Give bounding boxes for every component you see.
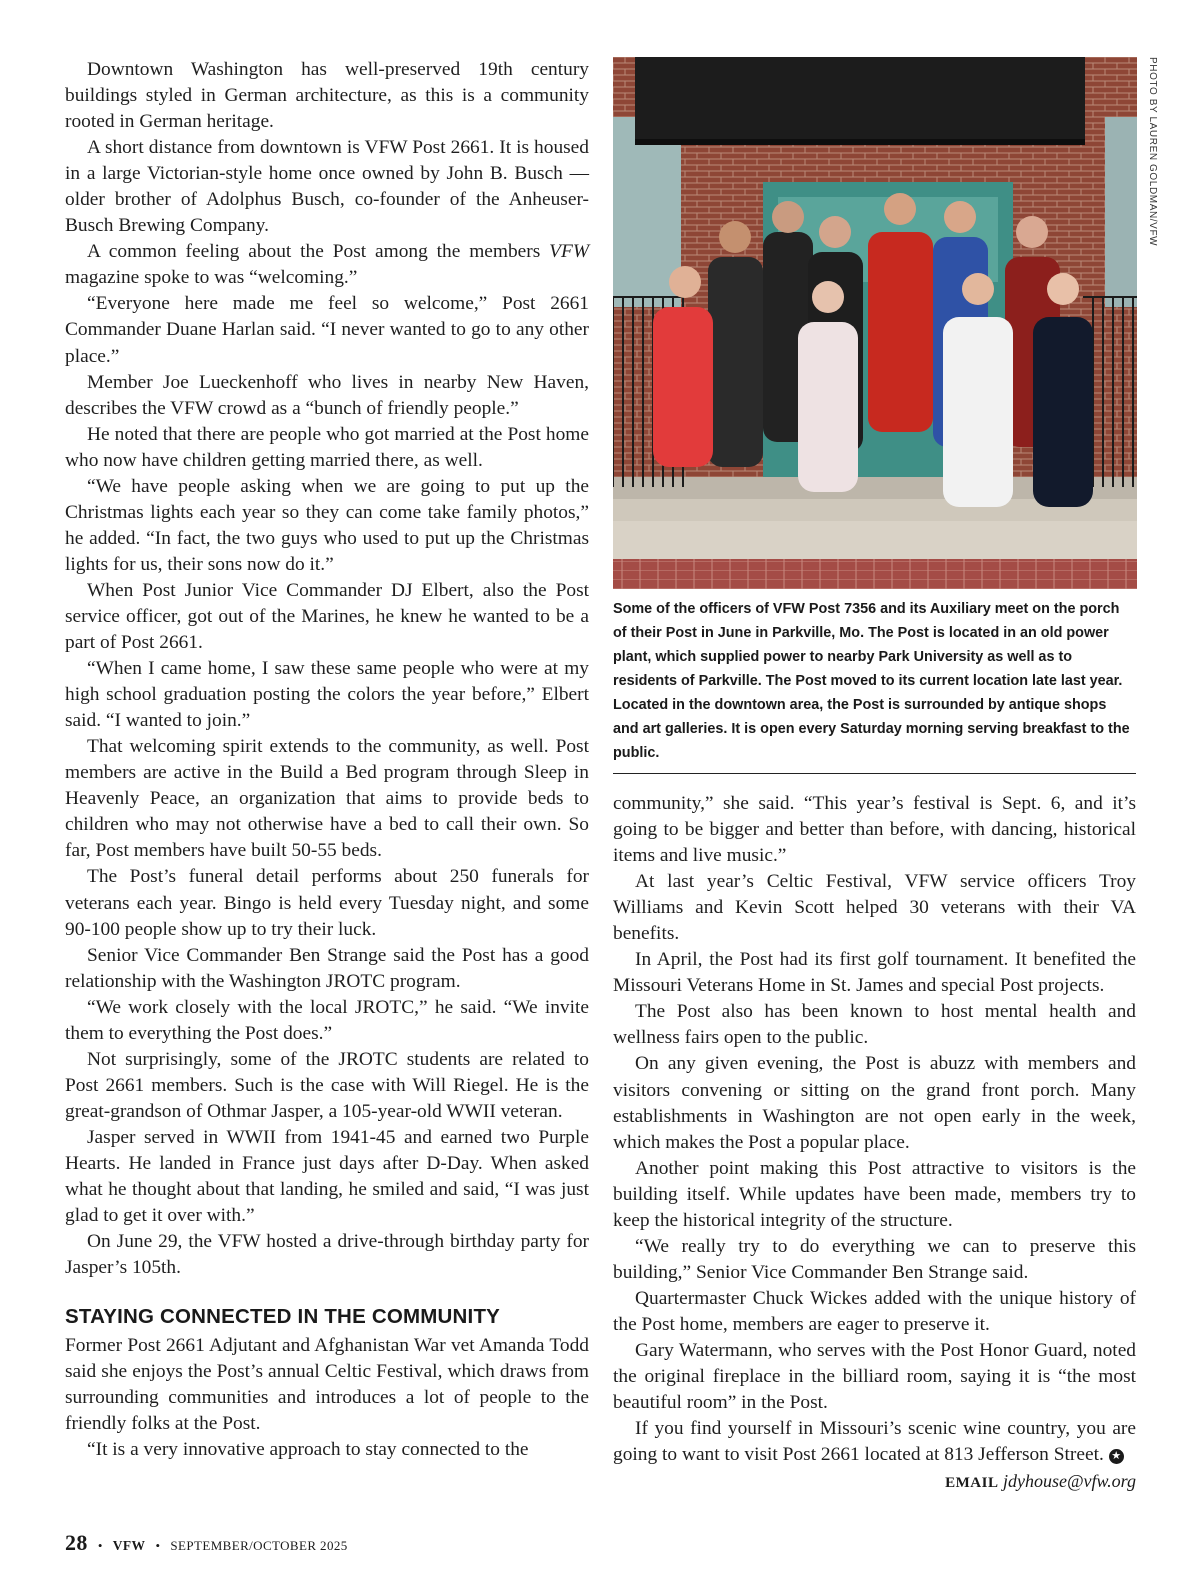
article-paragraph: Jasper served in WWII from 1941-45 and earned two Purple Hearts. He landed in France just days after D-Day. When asked what he thought about that landing, he smiled and said, “I was just glad to get it over with.” — [65, 1126, 589, 1227]
article-paragraph: Downtown Washington has well-preserved 19th century buildings styled in German architecture, as this is a community rooted in German heritage. — [65, 59, 589, 133]
magazine-name: VFW — [112, 1538, 146, 1553]
email-label: EMAIL — [945, 1475, 999, 1491]
author-email — [945, 1471, 1136, 1492]
article-paragraph: Not surprisingly, some of the JROTC students are related to Post 2661 members. Such is the case with Will Riegel. He is the great-grandson of Othmar Jasper, a 105-year-old WWII veteran. — [65, 1048, 589, 1122]
porch-photo-illustration — [613, 57, 1137, 589]
article-paragraph: “We really try to do everything we can to preserve this building,” Senior Vice Commander Ben Strange said. — [613, 1235, 1136, 1283]
article-paragraph: In April, the Post had its first golf tournament. It benefited the Missouri Veterans Home in St. James and special Post projects. — [613, 949, 1136, 997]
article-paragraph: “We work closely with the local JROTC,” he said. “We invite them to everything the Post does.” — [65, 996, 589, 1044]
group-photo — [613, 57, 1137, 589]
article-left-column — [65, 57, 589, 1463]
star-circle-icon: ★ — [1109, 1449, 1124, 1464]
article-paragraph: Member Joe Lueckenhoff who lives in nearby New Haven, describes the VFW crowd as a “bunch of friendly people.” — [65, 371, 589, 419]
article-paragraph: Quartermaster Chuck Wickes added with the unique history of the Post home, members are eager to preserve it. — [613, 1287, 1136, 1335]
article-paragraph: “When I came home, I saw these same people who were at my high school graduation posting the colors the year before,” Elbert said. “I wanted to join.” — [65, 658, 589, 732]
article-paragraph: He noted that there are people who got married at the Post home who now have children getting married there, as well. — [65, 423, 589, 471]
article-paragraph: That welcoming spirit extends to the community, as well. Post members are active in the Build a Bed program through Sleep in Heavenly Peace, an organization that aims to provide beds to children who may not otherwise have a bed to call their own. So far, Post members have built 50-55 beds. — [65, 736, 589, 862]
photo-caption: Some of the officers of VFW Post 7356 and its Auxiliary meet on the porch of their Post in June in Parkville, Mo. The Post is located in an old power plant, which supplied power to nearby Park University as well as to residents of Parkville. The Post moved to its current location late last year. Located in the downtown area, the Post is surrounded by antique shops and art galleries. It is open every Saturday morning serving breakfast to the public. — [613, 601, 1130, 761]
article-right-column — [613, 791, 1136, 1468]
photo-credit: PHOTO BY LAUREN GOLDMAN/VFW — [1147, 57, 1158, 247]
issue-date: SEPTEMBER/OCTOBER 2025 — [170, 1538, 348, 1553]
article-paragraph: Gary Watermann, who serves with the Post Honor Guard, noted the original fireplace in the billiard room, saying it is “the most beautiful room” in the Post. — [613, 1339, 1136, 1414]
article-paragraph: community,” she said. “This year’s festival is Sept. 6, and it’s going to be bigger and better than before, with dancing, historical items and live music.” — [613, 793, 1136, 867]
article-paragraph: Senior Vice Commander Ben Strange said the Post has a good relationship with the Washington JROTC program. — [65, 944, 589, 992]
page-footer — [65, 1530, 348, 1556]
email-address[interactable]: jdyhouse@vfw.org — [1002, 1471, 1136, 1491]
closing-paragraph-text: If you find yourself in Missouri’s scenic wine country, you are going to want to visit Post 2661 located at 813 Jefferson Street. — [613, 1418, 1136, 1466]
caption-divider — [613, 773, 1136, 774]
article-paragraph: The Post also has been known to host mental health and wellness fairs open to the public. — [613, 1001, 1136, 1049]
section-heading: STAYING CONNECTED IN THE COMMUNITY — [65, 1305, 501, 1329]
article-paragraph: Former Post 2661 Adjutant and Afghanistan War vet Amanda Todd said she enjoys the Post’s annual Celtic Festival, which draws from surrounding communities and introduces a lot of people to the friendly folks at the Post. — [65, 1335, 589, 1435]
article-paragraph: When Post Junior Vice Commander DJ Elbert, also the Post service officer, got out of the Marines, he knew he wanted to be a part of Post 2661. — [65, 579, 589, 654]
article-paragraph: “Everyone here made me feel so welcome,” Post 2661 Commander Duane Harlan said. “I never wanted to go to any other place.” — [65, 293, 589, 367]
page-number: 28 — [65, 1530, 88, 1555]
article-paragraph: “It is a very innovative approach to stay connected to the — [87, 1439, 529, 1461]
article-paragraph: The Post’s funeral detail performs about 250 funerals for veterans each year. Bingo is held every Tuesday night, and some 90-100 people show up to try their luck. — [65, 866, 589, 940]
article-paragraph: “We have people asking when we are going to put up the Christmas lights each year so they can come take family photos,” he added. “In fact, the two guys who used to put up the Christmas lights for us, their sons now do it.” — [65, 475, 589, 575]
article-paragraph: On June 29, the VFW hosted a drive-through birthday party for Jasper’s 105th. — [65, 1231, 589, 1279]
magazine-name-italic: VFW — [549, 241, 589, 263]
article-paragraph: A short distance from downtown is VFW Post 2661. It is housed in a large Victorian-style home once owned by John B. Busch — older brother of Adolphus Busch, co-founder of the Anheuser-Busch Brewing Company. — [65, 137, 589, 237]
article-paragraph: At last year’s Celtic Festival, VFW service officers Troy Williams and Kevin Scott helped 30 veterans with their VA benefits. — [613, 871, 1136, 945]
footer-bullet: • — [97, 1538, 103, 1553]
article-paragraph: A common feeling about the Post among the members VFW magazine spoke to was “welcoming.” — [65, 241, 589, 289]
article-paragraph: On any given evening, the Post is abuzz with members and visitors convening or sitting on the grand front porch. Many establishments in Washington are not open early in the week, which makes the Post a popular place. — [613, 1053, 1136, 1153]
article-paragraph: Another point making this Post attractive to visitors is the building itself. While updates have been made, members try to keep the historical integrity of the structure. — [613, 1157, 1136, 1231]
footer-bullet: • — [155, 1538, 161, 1553]
article-paragraph — [613, 1416, 1136, 1468]
